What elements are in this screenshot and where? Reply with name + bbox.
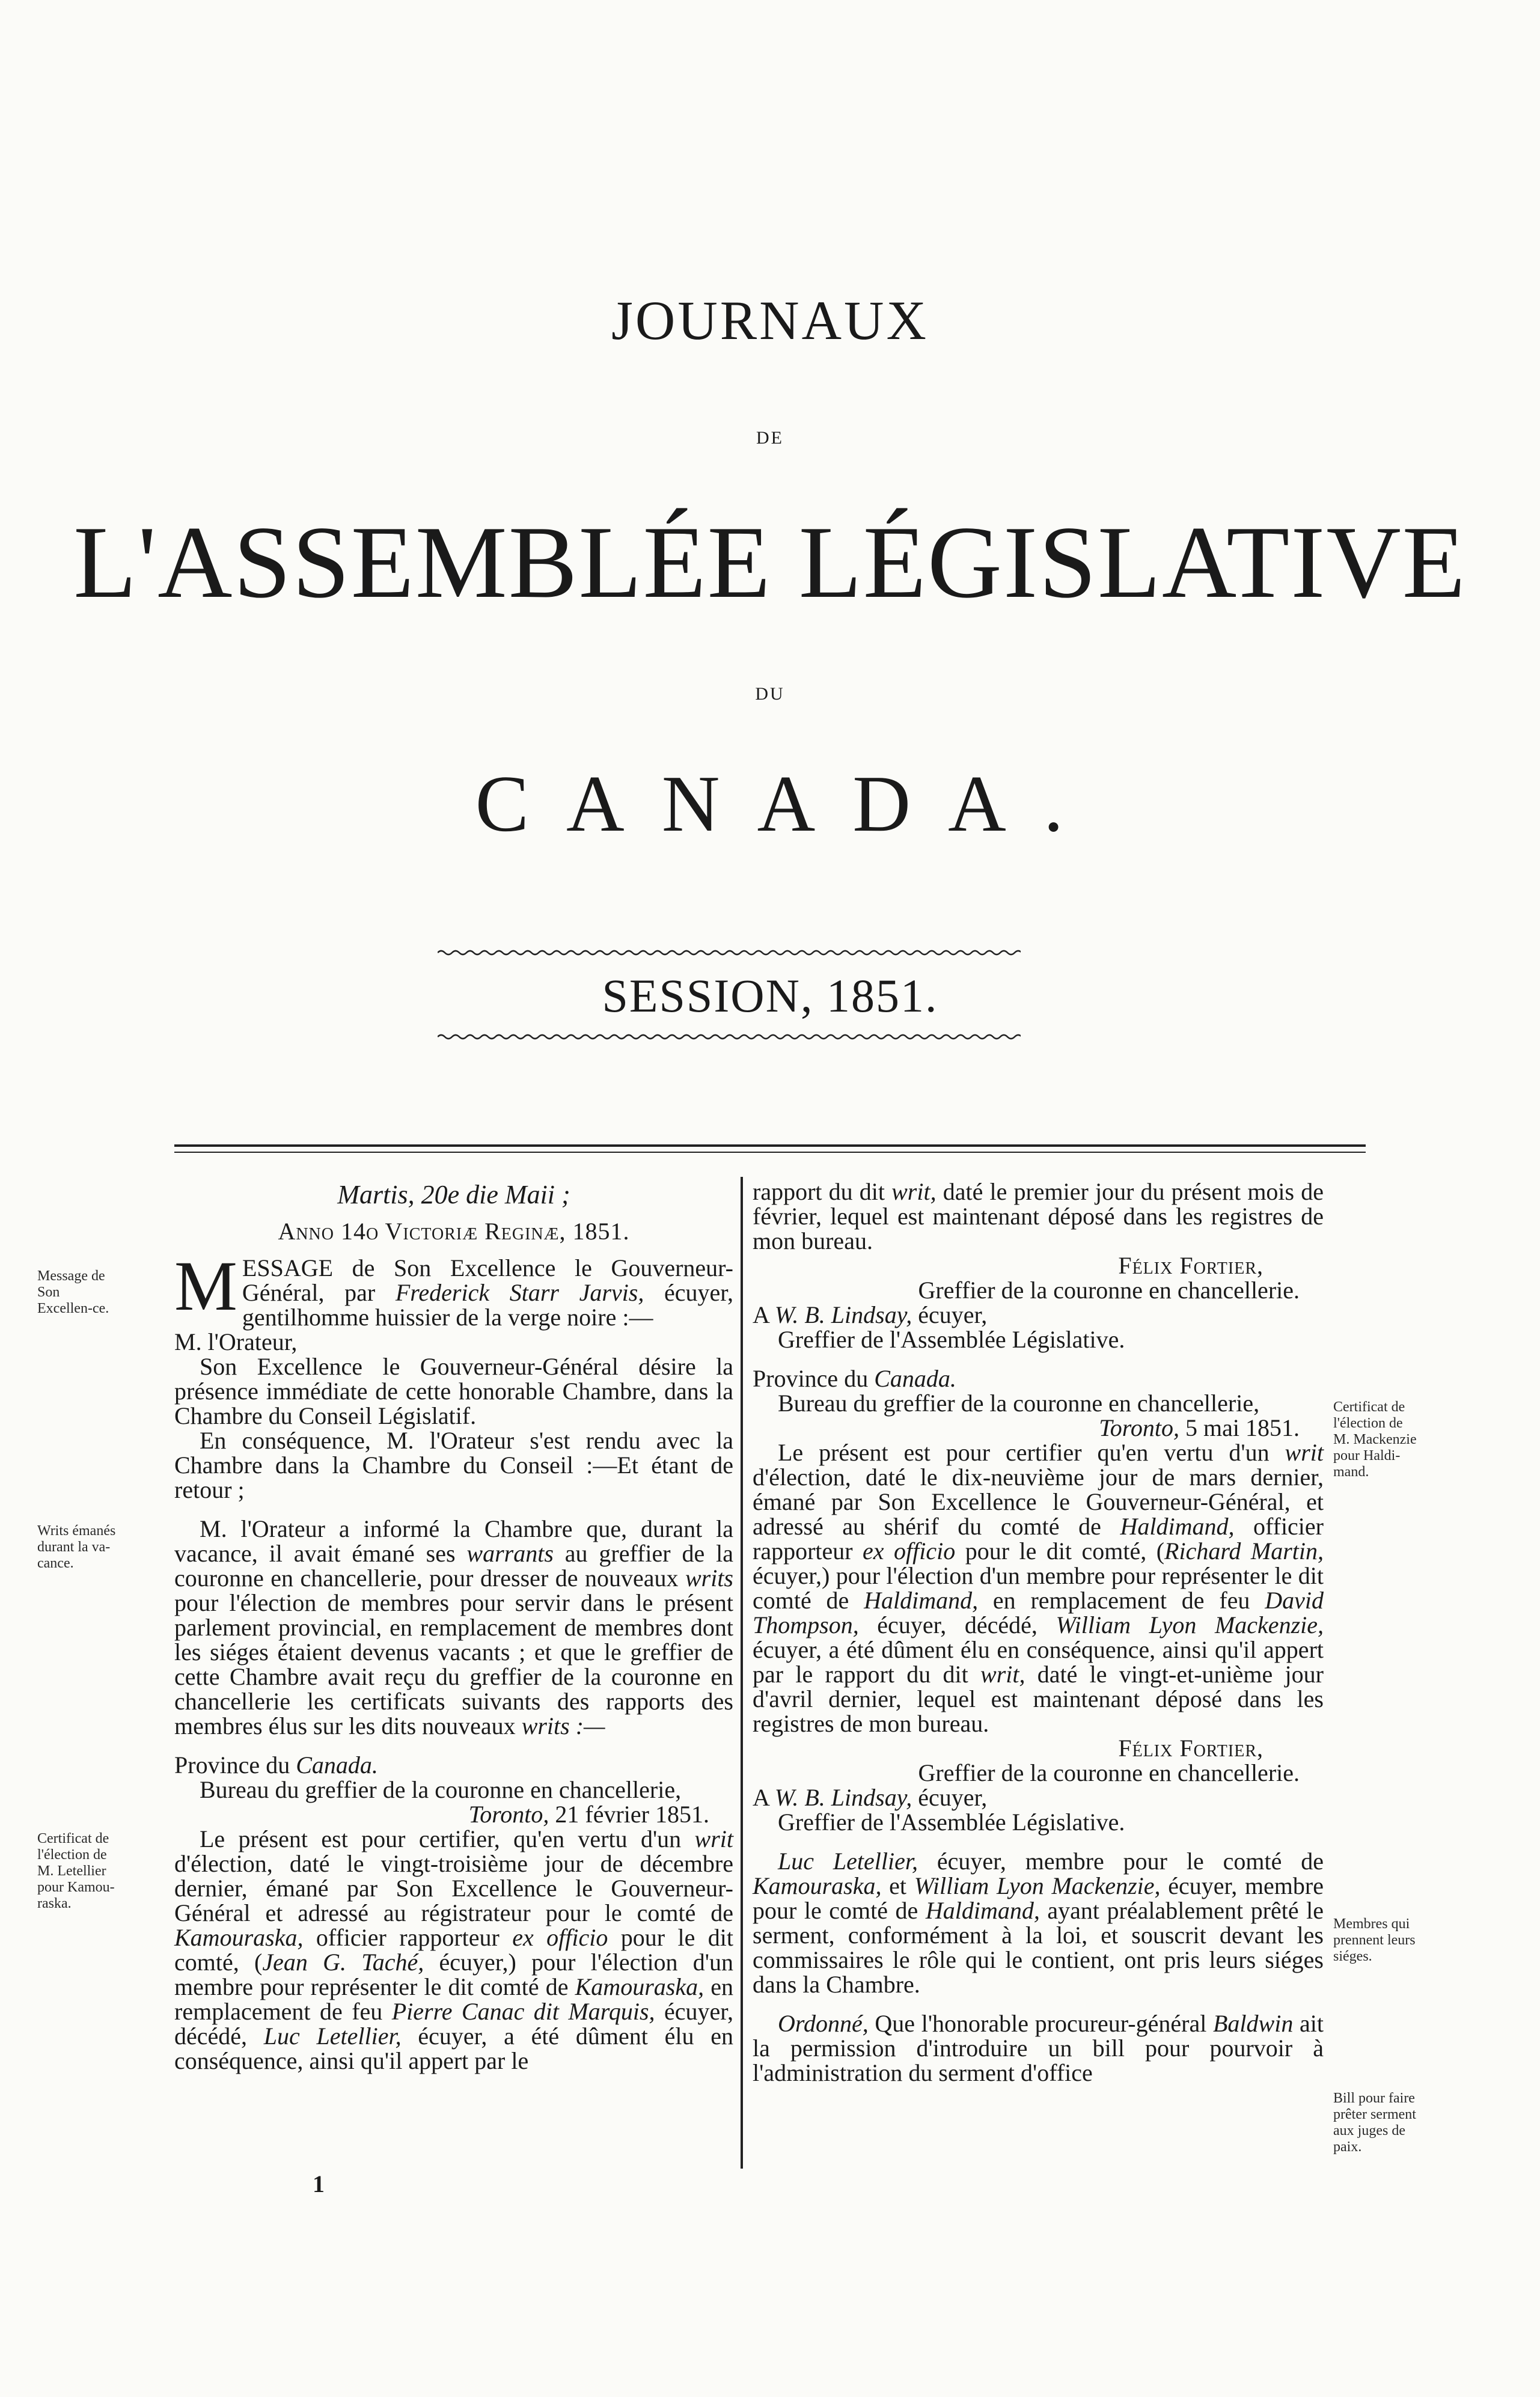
title-de: DE	[756, 428, 784, 448]
order-paragraph: Ordonné, Que l'honorable procureur-général Baldwin ait la permission d'introduire un bill pour pourvoir à l'administration du serment d'office	[753, 2010, 1324, 2086]
title-canada: CANADA.	[475, 759, 1101, 848]
wavy-rule-bottom	[438, 1033, 1021, 1041]
right-column	[753, 1179, 1324, 2085]
wavy-rule-top	[438, 948, 1021, 957]
dropcap: M	[174, 1247, 237, 1325]
margin-note-certificat-mackenzie: Certificat de l'élection de M. Mackenzie pour Haldi-mand.	[1333, 1399, 1417, 1480]
column-divider	[741, 1177, 743, 2169]
certificate-paragraph-2: Le présent est pour certifier qu'en vertu d'un writ d'élection, daté le dix-neuvième jour de mars dernier, émané par Son Excellence le Gouverneur-Général, et adressé au shérif du comté de Haldimand, officier rapporteur ex officio pour le dit comté, (Richard Martin, écuyer,) pour l'élection d'un membre pour représenter le dit comté de Haldimand, en remplacement de feu David Thompson, écuyer, décédé, William Lyon Mackenzie, écuyer, a été dûment élu en conséquence, ainsi qu'il appert par le rapport du dit writ, daté le vingt-et-unième jour d'avril dernier, lequel est maintenant déposé dans les registres de mon bureau.	[753, 1439, 1324, 1737]
continuation-paragraph: rapport du dit writ, daté le premier jour du présent mois de février, lequel est maintenant déposé dans les registres de mon bureau.	[753, 1178, 1324, 1254]
message-paragraph: MESSAGE de Son Excellence le Gouverneur-Général, par Frederick Starr Jarvis, écuyer, gentilhomme huissier de la verge noire :—	[174, 1247, 733, 1331]
bureau-line: Bureau du greffier de la couronne en chancellerie,	[200, 1776, 682, 1803]
governor-paragraph: Son Excellence le Gouverneur-Général désire la présence immédiate de cette honorable Chambre, dans la Chambre du Conseil Législatif.	[174, 1353, 733, 1429]
addressee-2: A W. B. Lindsay, écuyer,	[753, 1784, 988, 1811]
address-line: M. l'Orateur,	[174, 1328, 298, 1355]
title-assemblee: L'ASSEMBLÉE LÉGISLATIVE	[73, 505, 1467, 620]
signature-1: Félix Fortier,	[1118, 1252, 1263, 1279]
margin-note-membres: Membres qui prennent leurs siéges.	[1333, 1916, 1416, 1964]
addressee-2-title: Greffier de l'Assemblée Législative.	[778, 1809, 1125, 1836]
title-journaux: JOURNAUX	[611, 290, 929, 351]
writs-paragraph: M. l'Orateur a informé la Chambre que, durant la vacance, il avait émané ses warrants au greffier de la couronne en chancellerie, pour dresser de nouveaux writs pour l'élection de membres pour servir dans le présent parlement provincial, en remplacement de membres dont les siéges étaient devenus vacants ; et que le greffier de cette Chambre avait reçu du greffier de la couronne en chancellerie les certificats suivants des rapports des membres élus sur les dits nouveaux writs :—	[174, 1515, 733, 1739]
addressee-1-title: Greffier de l'Assemblée Législative.	[778, 1326, 1125, 1353]
bureau-line-2: Bureau du greffier de la couronne en chancellerie,	[778, 1390, 1260, 1417]
double-rule-bottom	[174, 1152, 1366, 1153]
toronto-date-2: Toronto, 5 mai 1851.	[1099, 1414, 1300, 1441]
signature-2-title: Greffier de la couronne en chancellerie.	[918, 1759, 1300, 1786]
margin-note-message: Message de Son Excellen-ce.	[37, 1268, 109, 1316]
session-date: Martis, 20e die Maii ;	[337, 1180, 570, 1209]
margin-note-certificat-letellier: Certificat de l'élection de M. Letellier pour Kamou-raska.	[37, 1831, 115, 1911]
province-line-2: Province du Canada.	[753, 1365, 956, 1392]
session-heading: SESSION, 1851.	[602, 969, 938, 1022]
signature-1-title: Greffier de la couronne en chancellerie.	[918, 1277, 1300, 1304]
left-column	[174, 1179, 733, 2073]
anno-line: Anno 14o Victoriæ Reginæ, 1851.	[278, 1218, 630, 1245]
addressee-1: A W. B. Lindsay, écuyer,	[753, 1301, 988, 1328]
signature-2: Félix Fortier,	[1118, 1735, 1263, 1762]
certificate-paragraph: Le présent est pour certifier, qu'en vertu d'un writ d'élection, daté le vingt-troisième jour de décembre dernier, émané par Son Excellence le Gouverneur-Général et adressé au régistrateur pour le comté de Kamouraska, officier rapporteur ex officio pour le dit comté, (Jean G. Taché, écuyer,) pour l'élection d'un membre pour représenter le dit comté de Kamouraska, en remplacement de feu Pierre Canac dit Marquis, écuyer, décédé, Luc Letellier, écuyer, a été dûment élu en conséquence, ainsi qu'il appert par le	[174, 1825, 734, 2074]
toronto-date: Toronto, 21 février 1851.	[468, 1801, 709, 1828]
margin-note-bill: Bill pour faire prêter serment aux juges de paix.	[1333, 2090, 1416, 2155]
margin-note-writs: Writs émanés durant la va-cance.	[37, 1523, 116, 1571]
double-rule-top	[174, 1144, 1366, 1147]
province-line: Province du Canada.	[174, 1751, 378, 1779]
oath-paragraph: Luc Letellier, écuyer, membre pour le comté de Kamouraska, et William Lyon Mackenzie, écuyer, membre pour le comté de Haldimand, ayant préalablement prêté le serment, conformément à la loi, et souscrit devant les commissaires le rôle qui le contient, ont pris leurs siéges dans la Chambre.	[753, 1848, 1324, 1998]
title-du: DU	[755, 684, 785, 704]
consequence-paragraph: En conséquence, M. l'Orateur s'est rendu avec la Chambre dans la Chambre du Conseil :—Et étant de retour ;	[174, 1427, 733, 1503]
page-number: 1	[313, 2170, 325, 2197]
